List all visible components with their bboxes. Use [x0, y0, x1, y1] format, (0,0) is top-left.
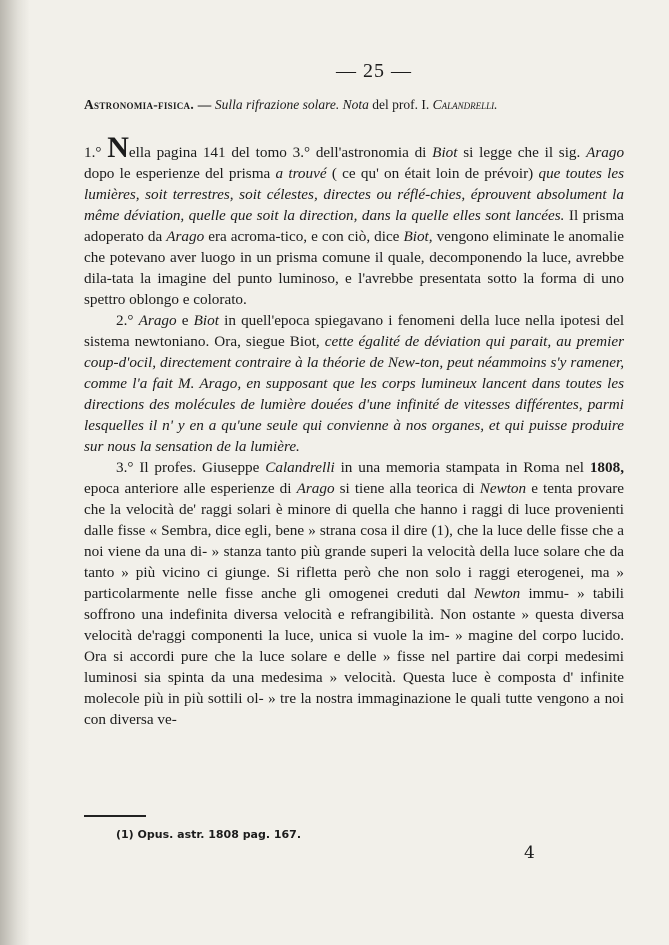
paragraph-2 — [84, 310, 624, 457]
page-body — [84, 60, 624, 730]
byline-prefix: del prof. I. — [372, 97, 430, 112]
text-run: in una memoria stampata in Roma nel — [340, 459, 584, 476]
year: 1808, — [589, 459, 624, 476]
text-run: Il prisma adoperato da — [84, 207, 624, 245]
text-run: era acroma-tico, e con ciò, dice — [208, 228, 400, 245]
text-run: dopo le esperienze del prisma — [84, 165, 271, 182]
paragraph-3 — [84, 457, 624, 730]
footnote-divider — [84, 815, 146, 817]
page-number: — 25 — — [336, 60, 412, 82]
page-gutter-shadow — [0, 0, 30, 945]
quote-text: cette égalité de déviation qui parait, au premier coup-d'ocil, directement contraire à la théorie de New-ton, peut néammoins s'y ramener, comme l'a fait M. Arago, en supposant que les corps lumineux lancent dans toutes les directions des molécules de lumière douées d'une infinité de vitesses différentes, parmi lesquelles il n' y en a qu'une seule qui convienne à nos organes, et qui puisse produire sur nous la sensation de la lumière. — [84, 333, 624, 455]
signature-mark: 4 — [524, 843, 535, 863]
quote-text: a trouvé — [275, 165, 327, 182]
name-biot: Biot — [193, 312, 219, 329]
text-run: vengono eliminate le anomalie che potevano aver luogo in un prisma comune il quale, decomponendo la luce, avrebbe dila-tata la imagine del punto luminoso, e l'avrebbe presentata sotto la forma di uno spettro oblongo e colorato. — [84, 228, 625, 308]
name-newton: Newton — [479, 480, 527, 497]
text-run: ( ce qu' on était loin de prévoir) — [331, 165, 534, 182]
article-header — [84, 97, 624, 113]
author-name: Calandrelli. — [432, 97, 498, 112]
text-run: immu- » tabili soffrono una indefinita diversa velocità e refrangibilità. Non ostante » questa diversa velocità de'raggi componenti la luce, unica si vuole la im- » magine del corpo lucido. Ora si accordi pure che la luce solare e delle » fisse nel partire dai corpi medesimi luminosi sia spinta da una medesima » velocità. Questa luce è composta d' infinite molecole più in più sottili ol- » tre la nostra immaginazione le quali tutte vengono a noi con diversa ve- — [84, 585, 625, 728]
text-run: si legge che il sig. — [463, 144, 581, 161]
name-arago: Arago — [138, 312, 177, 329]
name-calandrelli: Calandrelli — [265, 459, 335, 476]
text-run: in quell'epoca spiegavano i fenomeni della luce nella ipotesi del sistema newtoniano. Ora, siegue Biot, — [84, 312, 625, 350]
drop-cap: N — [107, 131, 129, 164]
text-run: epoca anteriore alle esperienze di — [84, 480, 292, 497]
text-run: si tiene alla teorica di — [339, 480, 475, 497]
paragraph-1 — [84, 131, 625, 310]
text-run: Il profes. Giuseppe — [139, 459, 260, 476]
name-biot: Biot, — [403, 228, 433, 245]
section-label: Astronomia-fisica. — — [84, 97, 212, 112]
paragraph-number: 3.° — [116, 459, 134, 476]
text-run: e — [181, 312, 189, 329]
paragraph-number: 1.° — [84, 144, 102, 161]
footnote: (1) Opus. astr. 1808 pag. 167. — [116, 828, 302, 841]
name-arago: Arago — [166, 228, 205, 245]
name-arago: Arago — [296, 480, 335, 497]
name-arago: Arago — [586, 144, 625, 161]
nota-label: Nota — [342, 97, 369, 112]
name-newton: Newton — [473, 585, 521, 602]
quote-text: que toutes les lumières, soit terrestres, soit célestes, directes ou réflé-chies, éprouvent absolument la même déviation, quelle que soit la direction, dans la quelle elles sont lancées. — [84, 165, 625, 224]
article-title: Sulla rifrazione solare. — [214, 97, 340, 112]
text-run: e tenta provare che la velocità de' raggi solari è minore di quella che hanno i raggi di luce provenienti dalle fisse « Sembra, dice egli, bene » strana cosa il dire (1), che la luce delle fisse che a noi viene da una di- » stanza tanto più grande superi la velocità della luce solare che da tanto » più vicino ci giunge. Si rifletta però che non solo i raggi eterogenei, ma » particolarmente nelle fisse anche gli omogenei creduti dal — [84, 480, 624, 602]
name-biot: Biot — [432, 144, 458, 161]
paragraph-number: 2.° — [116, 312, 134, 329]
text-run: ella pagina 141 del tomo 3.° dell'astronomia di — [128, 144, 427, 161]
